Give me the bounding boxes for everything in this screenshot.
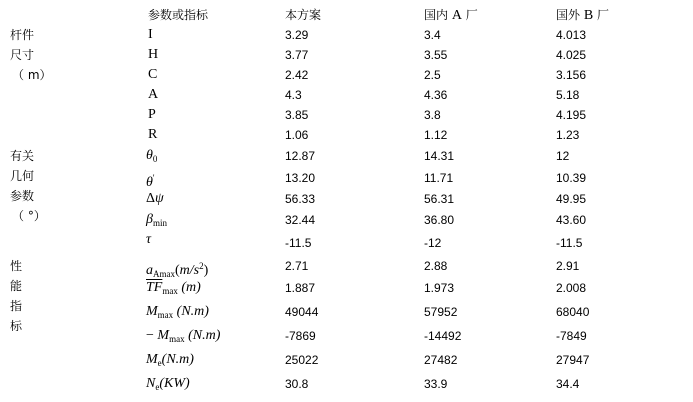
param-R: R [148,127,158,142]
value-R-col1: 1.06 [285,128,309,142]
ne-unit: (KW) [159,376,190,391]
param-P: P [148,107,156,122]
theta-prime-superscript: ' [152,173,155,183]
ne-subscript: e [155,382,160,392]
me-unit: (N.m) [161,352,194,367]
category-rod-size-line3: （ m） [12,68,52,82]
value-thetap-col2: 11.71 [424,171,454,185]
value-H-col3: 4.025 [556,48,587,62]
a-unit-close: ) [203,263,209,278]
category-performance-line4: 标 [10,319,23,333]
header-col2 [424,7,478,24]
value-dpsi-col2: 56.31 [424,192,455,206]
value-H-col1: 3.77 [285,48,309,62]
neg-m-unit: (N.m) [188,328,221,343]
value-m-col2: 57952 [424,305,458,319]
param-delta-psi [146,191,164,207]
value-thetap-col1: 13.20 [285,171,316,185]
value-C-col3: 3.156 [556,68,587,82]
psi-symbol: ψ [155,191,164,206]
header-param: 参数或指标 [148,8,209,22]
value-a-col1: 2.71 [285,259,309,273]
neg-m-subscript: max [169,334,185,344]
header-col2-suffix: 厂 [465,8,478,22]
theta-prime-symbol: θ [146,175,153,190]
value-me-col2: 27482 [424,353,458,367]
a-unit-superscript: 2 [199,261,204,271]
value-R-col2: 1.12 [424,128,448,142]
param-H: H [148,47,159,62]
theta0-subscript: 0 [152,154,158,164]
a-unit-s: /s [189,263,200,278]
neg-m-sign: − [146,328,158,343]
value-beta-col3: 43.60 [556,213,587,227]
value-beta-col1: 32.44 [285,213,316,227]
tf-subscript: max [162,286,178,296]
category-geometry-line4: （ °） [12,209,46,223]
value-A-col1: 4.3 [285,88,302,102]
param-I: I [148,27,153,42]
value-C-col2: 2.5 [424,68,441,82]
value-beta-col2: 36.80 [424,213,455,227]
beta-subscript: min [152,218,167,228]
value-tf-col1: 1.887 [285,281,316,295]
param-A: A [148,87,159,102]
param-m-e [146,352,194,371]
value-nm-col2: -14492 [424,329,462,343]
value-P-col2: 3.8 [424,108,441,122]
value-dpsi-col3: 49.95 [556,192,587,206]
category-performance-line1: 性 [10,259,23,273]
param-n-e [146,376,190,395]
value-tau-col2: -12 [424,236,442,250]
value-m-col3: 68040 [556,305,590,319]
value-a-col2: 2.88 [424,259,448,273]
param-tau [146,232,151,248]
tau-symbol: τ [146,232,152,247]
value-H-col2: 3.55 [424,48,448,62]
value-tf-col3: 2.008 [556,281,587,295]
beta-symbol: β [146,212,153,227]
m-symbol: M [146,304,158,319]
value-I-col1: 3.29 [285,28,309,42]
value-P-col3: 4.195 [556,108,587,122]
value-theta0-col3: 12 [556,149,570,163]
a-subscript: Amax [153,269,175,279]
value-tau-col3: -11.5 [556,236,583,250]
header-col1: 本方案 [285,8,322,22]
value-dpsi-col1: 56.33 [285,192,316,206]
value-nm-col1: -7869 [285,329,316,343]
a-symbol: a [146,263,153,278]
delta-symbol: Δ [146,191,156,206]
value-tf-col2: 1.973 [424,281,455,295]
ne-symbol: N [146,376,156,391]
value-P-col1: 3.85 [285,108,309,122]
theta0-symbol: θ [146,148,153,163]
m-unit: (N.m) [176,304,209,319]
neg-m-symbol: M [157,328,170,343]
header-col2-letter: A [451,8,462,23]
tf-symbol: $\overline{TF}$ [146,280,163,295]
header-col2-prefix: 国内 [424,8,449,22]
me-symbol: M [146,352,158,367]
category-geometry-line3: 参数 [10,189,35,203]
header-col3-letter: B [583,8,594,23]
a-unit-m: m [179,263,190,278]
value-nm-col3: -7849 [556,329,587,343]
value-ne-col1: 30.8 [285,377,309,391]
value-thetap-col3: 10.39 [556,171,587,185]
a-unit-open: ( [175,263,180,278]
value-A-col2: 4.36 [424,88,448,102]
value-R-col3: 1.23 [556,128,580,142]
tf-unit: (m) [181,280,201,295]
category-geometry-line2: 几何 [10,169,35,183]
value-a-col3: 2.91 [556,259,580,273]
header-col3 [556,7,609,24]
value-tau-col1: -11.5 [285,236,312,250]
value-I-col3: 4.013 [556,28,587,42]
param-theta0 [146,148,157,167]
param-beta-min [146,212,167,231]
value-me-col1: 25022 [285,353,319,367]
param-C: C [148,67,158,82]
value-I-col2: 3.4 [424,28,441,42]
value-A-col3: 5.18 [556,88,580,102]
param-theta-prime [146,170,155,191]
header-col3-prefix: 国外 [556,8,581,22]
param-a-amax [146,258,208,282]
value-theta0-col2: 14.31 [424,149,455,163]
me-subscript: e [157,358,162,368]
category-rod-size-line1: 杆件 [10,28,35,42]
m-subscript: max [157,310,174,320]
param-m-max [146,304,209,323]
header-col3-suffix: 厂 [597,8,610,22]
param-neg-m-max [146,328,220,347]
category-rod-size-line2: 尺寸 [10,48,35,62]
value-C-col1: 2.42 [285,68,309,82]
category-performance-line2: 能 [10,279,23,293]
value-theta0-col1: 12.87 [285,149,316,163]
value-ne-col2: 33.9 [424,377,448,391]
value-m-col1: 49044 [285,305,319,319]
param-tf-max [146,280,201,299]
value-me-col3: 27947 [556,353,590,367]
category-geometry-line1: 有关 [10,149,35,163]
value-ne-col3: 34.4 [556,377,580,391]
category-performance-line3: 指 [10,299,23,313]
